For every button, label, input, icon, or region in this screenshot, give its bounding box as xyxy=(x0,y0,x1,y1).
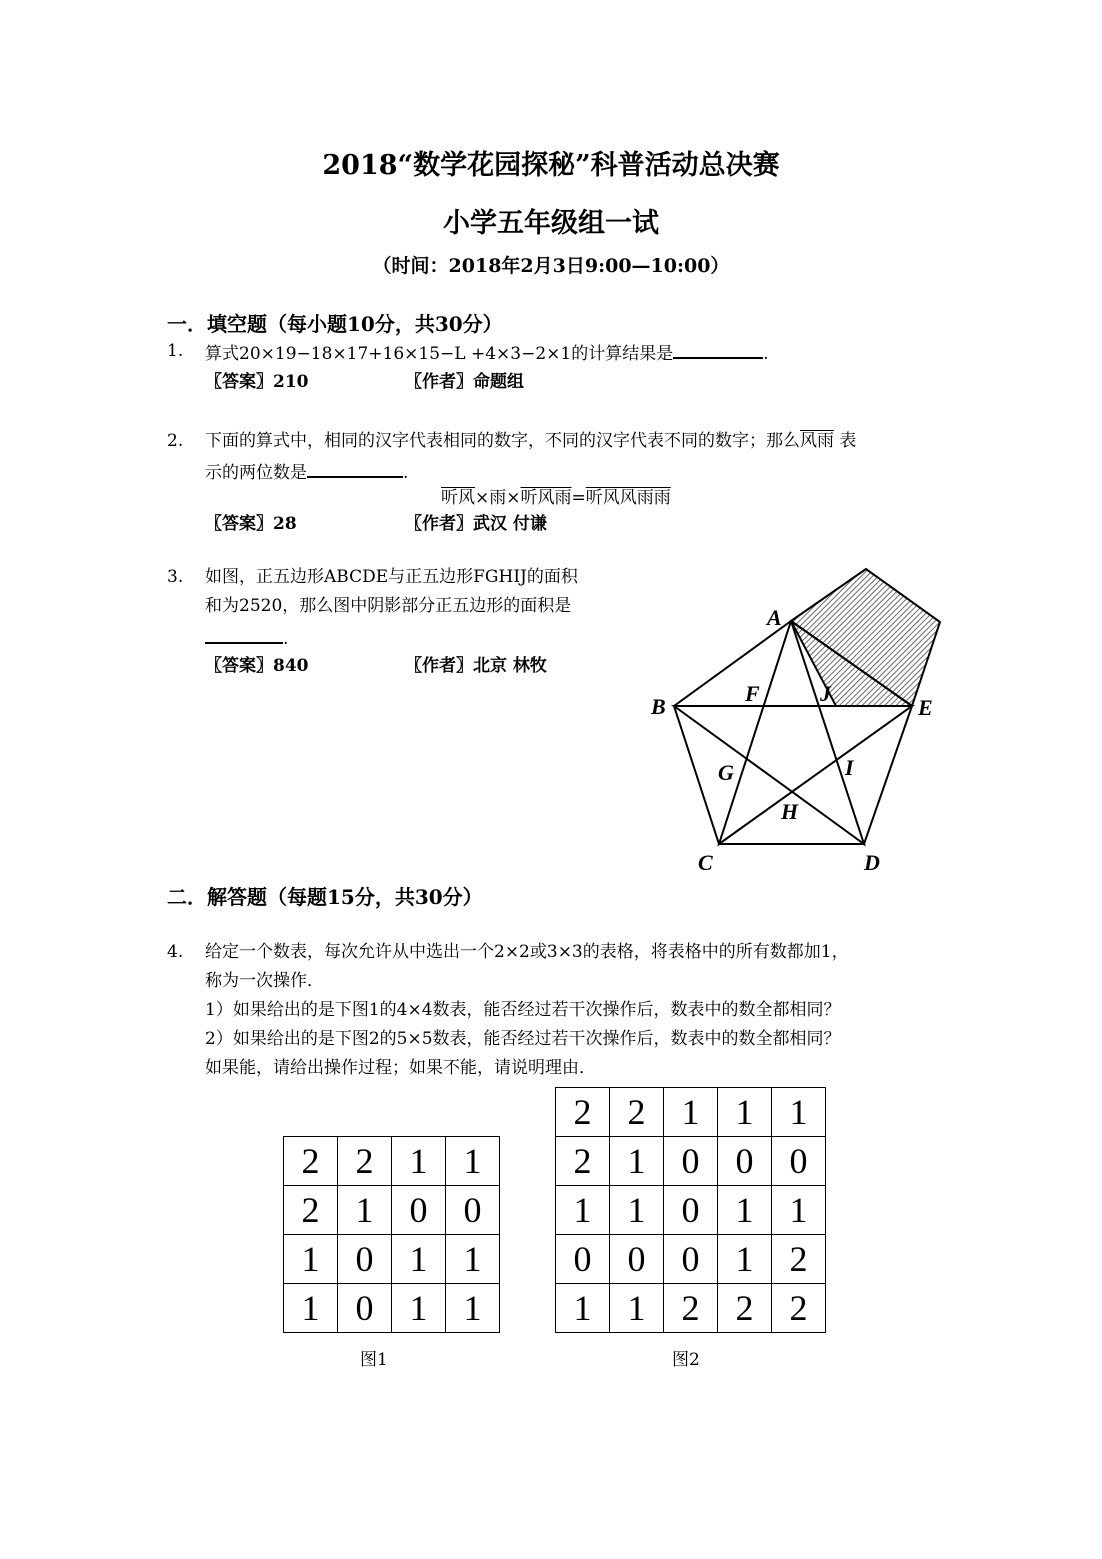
table-cell: 0 xyxy=(772,1137,826,1186)
table-cell: 1 xyxy=(772,1088,826,1137)
label-f: F xyxy=(745,681,760,706)
table-cell: 1 xyxy=(556,1284,610,1333)
q3-period: . xyxy=(283,629,289,649)
table-cell: 0 xyxy=(718,1137,772,1186)
q3-line3 xyxy=(205,622,288,654)
figure-1-caption: 图1 xyxy=(360,1350,388,1370)
table-cell: 1 xyxy=(718,1186,772,1235)
q2-answer: 〖答案〗28 xyxy=(205,514,297,534)
table-cell: 2 xyxy=(556,1137,610,1186)
table-cell: 2 xyxy=(284,1186,338,1235)
table-cell: 2 xyxy=(664,1284,718,1333)
table-cell: 0 xyxy=(446,1186,500,1235)
q1-expression: 算式20×19−18×17+16×15−L +4×3−2×1的计算结果是 xyxy=(205,344,674,364)
table-cell: 0 xyxy=(556,1235,610,1284)
q4-line1: 给定一个数表，每次允许从中选出一个2×2或3×3的表格，将表格中的所有数都加1， xyxy=(205,942,849,962)
table-cell: 1 xyxy=(392,1284,446,1333)
table-cell: 1 xyxy=(392,1137,446,1186)
table-cell: 2 xyxy=(610,1088,664,1137)
table-cell: 2 xyxy=(556,1088,610,1137)
table-cell: 0 xyxy=(664,1137,718,1186)
table-cell: 2 xyxy=(718,1284,772,1333)
label-a: A xyxy=(767,605,782,630)
table-cell: 0 xyxy=(610,1235,664,1284)
table-cell: 1 xyxy=(664,1088,718,1137)
table-row xyxy=(556,1284,826,1333)
table-cell: 0 xyxy=(664,1186,718,1235)
table-cell: 0 xyxy=(392,1186,446,1235)
q1-text xyxy=(205,337,769,369)
table-cell: 2 xyxy=(338,1137,392,1186)
section-1-heading: 一．填空题（每小题10分，共30分） xyxy=(167,312,503,336)
table-cell: 0 xyxy=(664,1235,718,1284)
q3-number: 3. xyxy=(167,567,184,587)
q2-eq-term-a: 听风 xyxy=(441,488,475,508)
table-cell: 0 xyxy=(338,1284,392,1333)
q2-line1 xyxy=(205,427,856,456)
q2-line1-text: 下面的算式中，相同的汉字代表相同的数字，不同的汉字代表不同的数字；那么 xyxy=(205,431,800,451)
q4-line3: 1）如果给出的是下图1的4×4数表，能否经过若干次操作后，数表中的数全都相同？ xyxy=(205,1000,841,1020)
table-row xyxy=(556,1186,826,1235)
q4-number: 4. xyxy=(167,942,184,962)
q3-line2: 和为2520，那么图中阴影部分正五边形的面积是 xyxy=(205,596,572,616)
label-j: J xyxy=(820,681,831,706)
figure-1-table xyxy=(283,1136,500,1333)
table-row xyxy=(284,1186,500,1235)
q3-line1: 如图，正五边形ABCDE与正五边形FGHIJ的面积 xyxy=(205,567,578,587)
label-b: B xyxy=(651,694,666,719)
q1-author: 〖作者〗命题组 xyxy=(405,372,524,392)
table-cell: 0 xyxy=(338,1235,392,1284)
q2-line2-text: 示的两位数是 xyxy=(205,463,307,483)
table-cell: 2 xyxy=(772,1235,826,1284)
table-row xyxy=(284,1284,500,1333)
q2-author: 〖作者〗武汉 付谦 xyxy=(405,514,547,534)
table-row xyxy=(556,1088,826,1137)
table-cell: 2 xyxy=(772,1284,826,1333)
table-row xyxy=(284,1235,500,1284)
table-cell: 1 xyxy=(610,1284,664,1333)
label-g: G xyxy=(718,760,734,785)
q4-line4: 2）如果给出的是下图2的5×5数表，能否经过若干次操作后，数表中的数全都相同？ xyxy=(205,1029,841,1049)
table-cell: 1 xyxy=(446,1284,500,1333)
table-cell: 1 xyxy=(284,1235,338,1284)
q4-line5: 如果能，请给出操作过程；如果不能，请说明理由． xyxy=(205,1058,596,1078)
q2-number: 2. xyxy=(167,431,184,451)
exam-time: （时间：2018年2月3日9:00—10:00） xyxy=(372,255,730,277)
table-cell: 1 xyxy=(392,1235,446,1284)
label-c: C xyxy=(698,850,713,875)
q2-line2 xyxy=(205,456,408,488)
q1-period: . xyxy=(763,344,769,364)
figure-2-table xyxy=(555,1087,826,1333)
q1-answer: 〖答案〗210 xyxy=(205,372,309,392)
q4-line2: 称为一次操作． xyxy=(205,971,324,991)
table-cell: 1 xyxy=(610,1186,664,1235)
table-row xyxy=(556,1235,826,1284)
q2-eq-equals: = xyxy=(571,488,586,508)
q2-answer-blank[interactable] xyxy=(307,456,403,478)
table-row xyxy=(556,1137,826,1186)
table-cell: 1 xyxy=(718,1235,772,1284)
table-cell: 1 xyxy=(610,1137,664,1186)
label-e: E xyxy=(918,695,933,720)
q2-eq-term-c: 听风风雨雨 xyxy=(585,488,671,508)
table-row xyxy=(284,1137,500,1186)
q2-period: . xyxy=(403,463,409,483)
pentagon-figure xyxy=(640,560,960,880)
table-cell: 1 xyxy=(446,1137,500,1186)
table-cell: 1 xyxy=(772,1186,826,1235)
page-subtitle: 小学五年级组一试 xyxy=(443,208,659,239)
q3-author: 〖作者〗北京 林牧 xyxy=(405,656,547,676)
table-cell: 1 xyxy=(446,1235,500,1284)
table-cell: 1 xyxy=(556,1186,610,1235)
q2-line1-end: 表 xyxy=(839,431,857,451)
q3-answer: 〖答案〗840 xyxy=(205,656,309,676)
label-i: I xyxy=(845,755,854,780)
section-2-heading: 二．解答题（每题15分，共30分） xyxy=(167,885,483,909)
table-cell: 2 xyxy=(284,1137,338,1186)
page-title: 2018“数学花园探秘”科普活动总决赛 xyxy=(322,150,780,181)
table-cell: 1 xyxy=(338,1186,392,1235)
q1-number: 1. xyxy=(167,341,184,361)
label-d: D xyxy=(864,850,880,875)
table-cell: 1 xyxy=(718,1088,772,1137)
label-h: H xyxy=(781,799,799,824)
q2-eq-op1: ×雨× xyxy=(475,488,521,508)
q2-overline-term: 风雨 xyxy=(800,431,834,451)
table-cell: 1 xyxy=(284,1284,338,1333)
q1-answer-blank[interactable] xyxy=(673,337,763,359)
figure-2-caption: 图2 xyxy=(672,1350,700,1370)
q2-eq-term-b: 听风雨 xyxy=(520,488,572,508)
q3-answer-blank[interactable] xyxy=(205,622,283,644)
